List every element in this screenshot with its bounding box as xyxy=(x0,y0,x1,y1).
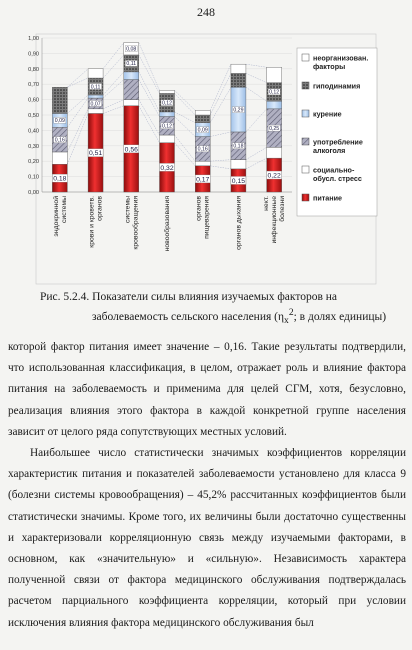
legend-swatch xyxy=(302,194,309,201)
svg-text:нект.: нект. xyxy=(263,196,271,211)
svg-text:эндокринной: эндокринной xyxy=(52,196,60,237)
bar-segment xyxy=(88,69,103,78)
svg-text:кровообращения: кровообращения xyxy=(132,196,140,250)
value-label: 0,51 xyxy=(88,150,103,158)
bar-segment xyxy=(231,73,246,87)
value-label: 0,11 xyxy=(90,84,101,91)
value-label: 0,16 xyxy=(54,137,65,144)
series-connector xyxy=(139,72,160,112)
series-connector xyxy=(246,147,267,159)
bar-segment xyxy=(160,112,175,117)
series-connector xyxy=(103,106,124,114)
legend-label: факторы xyxy=(313,62,346,71)
series-connector xyxy=(67,98,88,127)
page-number: 248 xyxy=(197,5,215,19)
value-label: 0,25 xyxy=(269,125,280,132)
legend-label: гиподинамия xyxy=(313,81,361,91)
value-label: 0,22 xyxy=(267,172,281,180)
value-label: 0,16 xyxy=(197,146,208,153)
bar-segment xyxy=(195,161,210,166)
legend-swatch xyxy=(302,54,309,61)
value-label: 0,11 xyxy=(126,61,137,68)
y-tick-label: 0,00 xyxy=(28,190,39,196)
series-connector xyxy=(175,112,196,123)
value-label: 0,17 xyxy=(196,176,210,184)
svg-text:пищеварения: пищеварения xyxy=(203,196,211,239)
svg-text:органов: органов xyxy=(195,196,203,221)
y-tick-label: 0,10 xyxy=(28,174,39,181)
caption-line-1: Рис. 5.2.4. Показатели силы влияния изучаемых факторов на xyxy=(40,291,338,303)
value-label: 0,09 xyxy=(197,127,208,134)
bar-segment xyxy=(195,110,210,115)
bar-segment xyxy=(124,100,139,106)
bar-segment xyxy=(231,160,246,169)
series-connector xyxy=(103,55,124,78)
series-connector xyxy=(210,64,231,110)
series-connector xyxy=(210,87,231,122)
factor-influence-chart xyxy=(0,26,412,288)
series-connector xyxy=(103,80,124,98)
legend-label: социально- xyxy=(313,165,355,175)
category-label xyxy=(124,196,139,250)
bar-segment xyxy=(52,152,67,164)
svg-text:новообразования: новообразования xyxy=(164,196,171,252)
series-connector xyxy=(103,43,124,69)
value-label: 0,18 xyxy=(53,175,67,183)
legend-label: обусл. стресс xyxy=(313,174,362,183)
body-text xyxy=(8,337,406,634)
y-tick-label: 0,40 xyxy=(28,128,39,135)
bar-segment xyxy=(267,147,282,158)
chart-legend xyxy=(297,48,377,216)
series-connector xyxy=(210,132,231,137)
svg-text:органов: органов xyxy=(96,196,104,221)
figure-caption: Рис. 5.2.4. Показатели силы влияния изучаемых факторов на заболеваемость сельского населения ($\eta_x^2$; в долях единицы) xyxy=(40,291,387,327)
y-tick-label: 0,80 xyxy=(28,66,39,73)
series-connector xyxy=(103,100,124,109)
value-label: 0,09 xyxy=(54,118,65,125)
bar-segment xyxy=(195,115,210,123)
legend-label: алкоголя xyxy=(313,146,346,155)
series-connector xyxy=(139,43,160,91)
series-connector xyxy=(246,87,267,101)
value-label: 0,56 xyxy=(124,146,138,154)
caption-line-2: заболеваемость сельского населения (η xyxy=(92,310,285,323)
series-connector xyxy=(139,55,160,94)
bar-segment xyxy=(160,90,175,93)
svg-text:органов дыхания: органов дыхания xyxy=(235,196,243,250)
legend-label: питание xyxy=(313,193,343,203)
y-tick-label: 0,50 xyxy=(28,113,39,119)
series-connector xyxy=(175,90,196,110)
series-connector xyxy=(175,117,196,137)
bar-segment xyxy=(267,101,282,109)
legend-swatch xyxy=(302,110,309,117)
legend-swatch xyxy=(302,138,309,145)
series-connector xyxy=(67,78,88,87)
category-label xyxy=(52,196,68,237)
category-labels-layer xyxy=(52,196,286,252)
series-connector xyxy=(246,158,267,169)
y-tick-label: 1,00 xyxy=(28,36,39,42)
legend-label: неорганизован. xyxy=(313,53,369,63)
legend-swatch xyxy=(302,82,309,89)
category-label xyxy=(235,196,242,250)
value-label: 0,12 xyxy=(269,89,280,96)
series-connector xyxy=(246,73,267,82)
y-tick-label: 0,30 xyxy=(28,143,39,150)
series-connector xyxy=(175,93,196,115)
value-label: 0,12 xyxy=(161,100,173,107)
value-label: 0,12 xyxy=(161,123,173,130)
legend-label: употребление xyxy=(313,137,363,147)
bar-segment xyxy=(52,87,67,113)
series-connector xyxy=(67,95,88,113)
category-label xyxy=(196,196,211,239)
category-label xyxy=(263,196,286,244)
category-label xyxy=(89,196,104,248)
svg-text:системы: системы xyxy=(60,196,68,223)
series-connector xyxy=(67,113,88,164)
value-label: 0,07 xyxy=(90,101,101,108)
series-connector xyxy=(67,69,88,87)
svg-text:инфекционные: инфекционные xyxy=(271,196,279,244)
bar-segment xyxy=(231,64,246,73)
series-connector xyxy=(246,64,267,67)
series-connector xyxy=(139,100,160,135)
value-label: 0,18 xyxy=(233,143,244,150)
value-label: 0,08 xyxy=(126,46,137,53)
bar-segment xyxy=(160,135,175,143)
paragraph-1: которой фактор питания имеет значение – 0,16. Такие результаты подтвердили, что использованная классификация, в целом, отражает роль и влияние фактора питания на заболеваемость и применима для целей СГМ, хотя, безусловно, реализация влияния этого фактора в каждой конкретной группе населения зависит от целого ряда сопутствующих местных условий. xyxy=(8,341,406,438)
paragraph-2: Наибольшее число статистически значимых коэффициентов корреляции характеристик питания и показателей заболеваемости установлено для класса 9 (болезни системы кровообращения) – 45,2% рассчитанных коэффициентов были статистически значимы. Кроме того, их величины были достаточно существенны и характеризовали корреляционную связь между изучаемыми факторами, в основном, как «значительную» и «сильную». Независимость характера полученной связи от фактора медицинского обслуживания подтверждалась расчетом парциального коэффициента корреляции, который при условии исключения влияния фактора медицинского обслуживания был xyxy=(8,447,406,629)
series-connector xyxy=(210,160,231,162)
svg-text:системы: системы xyxy=(124,196,132,223)
bar-segment xyxy=(124,72,139,80)
series-connector xyxy=(210,166,231,169)
y-tick-label: 0,90 xyxy=(28,51,39,58)
svg-text:болезни: болезни xyxy=(279,196,287,222)
y-tick-label: 0,70 xyxy=(28,82,39,89)
legend-label: курение xyxy=(313,109,342,119)
category-label xyxy=(163,196,171,252)
bar-segment xyxy=(88,109,103,114)
y-tick-label: 0,20 xyxy=(28,159,39,166)
svg-text:крови и кроветв.: крови и кроветв. xyxy=(88,196,96,248)
y-tick-label: 0,60 xyxy=(28,97,39,104)
legend-swatch xyxy=(302,166,309,173)
series-connector xyxy=(210,73,231,115)
series-connector xyxy=(175,135,196,161)
bar-segment xyxy=(124,80,139,100)
value-label: 0,15 xyxy=(231,177,246,185)
value-label: 0,29 xyxy=(233,107,244,114)
value-label: 0,32 xyxy=(160,164,174,172)
series-connector xyxy=(175,143,196,166)
series-connector xyxy=(246,109,267,132)
bar-segment xyxy=(267,67,282,82)
bar-segment xyxy=(88,95,103,98)
series-connector xyxy=(103,72,124,95)
